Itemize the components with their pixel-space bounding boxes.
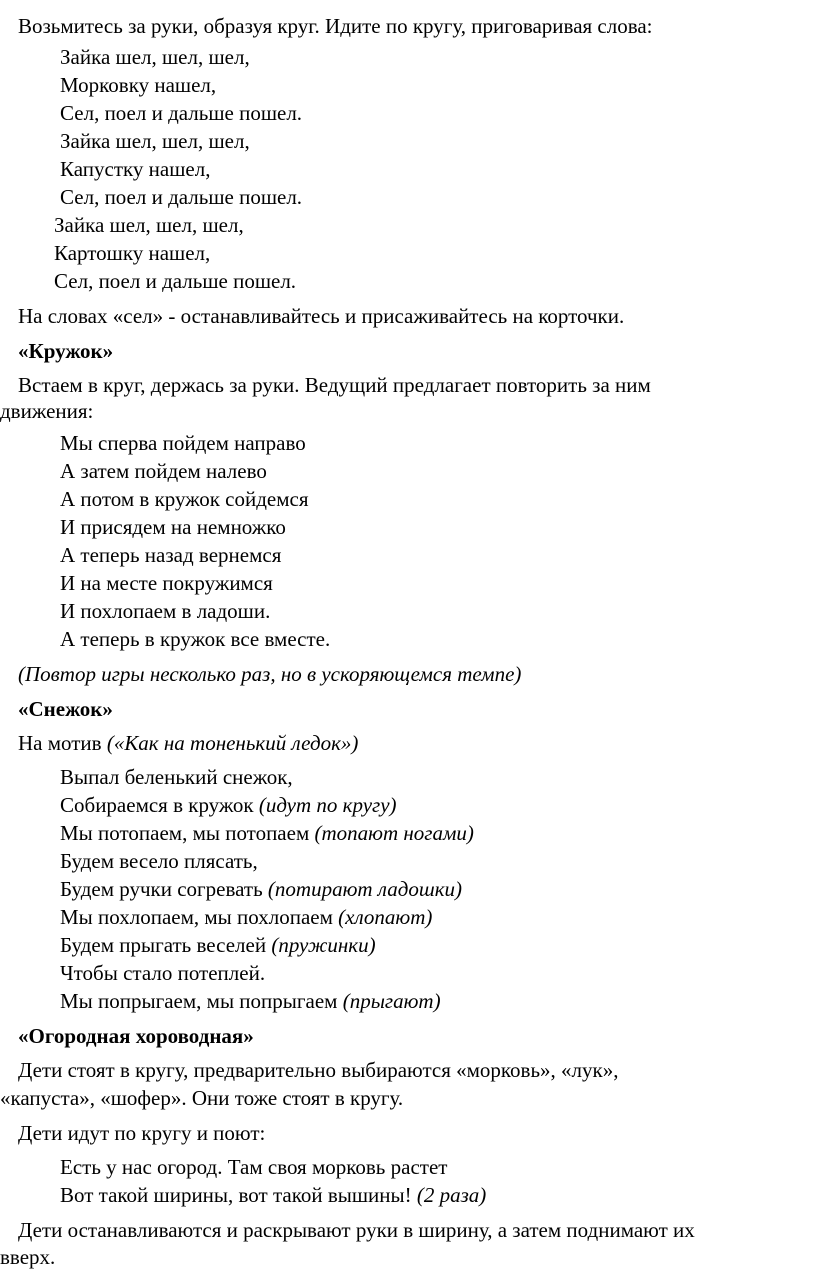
snezhok-line-text: Чтобы стало потеплей. xyxy=(60,961,266,985)
snezhok-line-text: Мы попрыгаем, мы попрыгаем xyxy=(60,989,343,1013)
snezhok-line-text: Мы похлопаем, мы похлопаем xyxy=(60,905,339,929)
kruzhok-poem-line-4: И присядем на немножко xyxy=(60,515,286,539)
snezhok-poem-line-7 xyxy=(60,931,376,959)
poem1-line-1: Зайка шел, шел, шел, xyxy=(60,45,250,69)
snezhok-poem-line-3 xyxy=(60,819,474,847)
ogorod-p1-line-1: Дети стоят в кругу, предварительно выбираются «морковь», «лук», xyxy=(18,1058,619,1082)
kruzhok-poem-line-1: Мы сперва пойдем направо xyxy=(60,431,306,455)
ogorod-p3-line-2: вверх. xyxy=(0,1245,56,1269)
snezhok-line-action: (хлопают) xyxy=(338,905,433,929)
poem1-line-9: Сел, поел и дальше пошел. xyxy=(54,269,297,293)
snezhok-line-action: (потирают ладошки) xyxy=(267,877,463,901)
kruzhok-intro-line-2: движения: xyxy=(0,399,94,423)
kruzhok-poem-line-3: А потом в кружок сойдемся xyxy=(60,487,309,511)
section-title-snezhok: «Снежок» xyxy=(18,697,113,721)
intro-paragraph: Возьмитесь за руки, образуя круг. Идите по кругу, приговаривая слова: xyxy=(18,14,653,38)
snezhok-line-text: Собираемся в кружок xyxy=(60,793,259,817)
ogorod-song-line-1: Есть у нас огород. Там своя морковь растет xyxy=(60,1155,448,1179)
poem1-line-5: Капустку нашел, xyxy=(60,157,211,181)
snezhok-tune-name: («Как на тоненький ледок») xyxy=(106,731,359,755)
snezhok-line-text: Будем прыгать веселей xyxy=(60,933,272,957)
snezhok-tune-line xyxy=(18,729,358,757)
instruction-paragraph: На словах «сел» - останавливайтесь и присаживайтесь на корточки. xyxy=(18,304,625,328)
kruzhok-poem-line-6: И на месте покружимся xyxy=(60,571,273,595)
snezhok-poem-line-1 xyxy=(60,763,293,791)
section-title-kruzhok: «Кружок» xyxy=(18,339,114,363)
kruzhok-poem-line-7: И похлопаем в ладоши. xyxy=(60,599,271,623)
snezhok-poem-line-9 xyxy=(60,987,441,1015)
poem1-line-3: Сел, поел и дальше пошел. xyxy=(60,101,303,125)
kruzhok-note: (Повтор игры несколько раз, но в ускоряющемся темпе) xyxy=(18,662,522,686)
snezhok-line-text: Будем ручки согревать xyxy=(60,877,268,901)
ogorod-song-line-2 xyxy=(60,1181,486,1209)
poem1-line-8: Картошку нашел, xyxy=(54,241,211,265)
snezhok-poem-line-2 xyxy=(60,791,397,819)
snezhok-line-action: (идут по кругу) xyxy=(258,793,397,817)
snezhok-poem-line-8 xyxy=(60,959,265,987)
snezhok-line-action: (топают ногами) xyxy=(314,821,474,845)
snezhok-line-action: (пружинки) xyxy=(271,933,376,957)
kruzhok-poem-line-2: А затем пойдем налево xyxy=(60,459,267,483)
poem1-line-4: Зайка шел, шел, шел, xyxy=(60,129,250,153)
kruzhok-intro-line-1: Встаем в круг, держась за руки. Ведущий предлагает повторить за ним xyxy=(18,373,651,397)
snezhok-line-action: (прыгают) xyxy=(342,989,441,1013)
snezhok-poem-line-5 xyxy=(60,875,462,903)
snezhok-tune-prefix: На мотив xyxy=(18,731,107,755)
kruzhok-poem-line-8: А теперь в кружок все вместе. xyxy=(60,627,331,651)
ogorod-song-line-2-note: (2 раза) xyxy=(416,1183,487,1207)
ogorod-p1-line-2: «капуста», «шофер». Они тоже стоят в кругу. xyxy=(0,1086,404,1110)
ogorod-p3-line-1: Дети останавливаются и раскрывают руки в ширину, а затем поднимают их xyxy=(18,1218,695,1242)
poem1-line-7: Зайка шел, шел, шел, xyxy=(54,213,244,237)
poem1-line-6: Сел, поел и дальше пошел. xyxy=(60,185,303,209)
snezhok-line-text: Выпал беленький снежок, xyxy=(60,765,293,789)
snezhok-poem-line-6 xyxy=(60,903,432,931)
ogorod-p2: Дети идут по кругу и поют: xyxy=(18,1121,266,1145)
poem1-line-2: Морковку нашел, xyxy=(60,73,217,97)
kruzhok-poem-line-5: А теперь назад вернемся xyxy=(60,543,282,567)
ogorod-song-line-2-text: Вот такой ширины, вот такой вышины! xyxy=(60,1183,417,1207)
snezhok-line-text: Будем весело плясать, xyxy=(60,849,258,873)
snezhok-line-text: Мы потопаем, мы потопаем xyxy=(60,821,315,845)
snezhok-poem-line-4 xyxy=(60,847,258,875)
section-title-ogorod: «Огородная хороводная» xyxy=(18,1024,254,1048)
